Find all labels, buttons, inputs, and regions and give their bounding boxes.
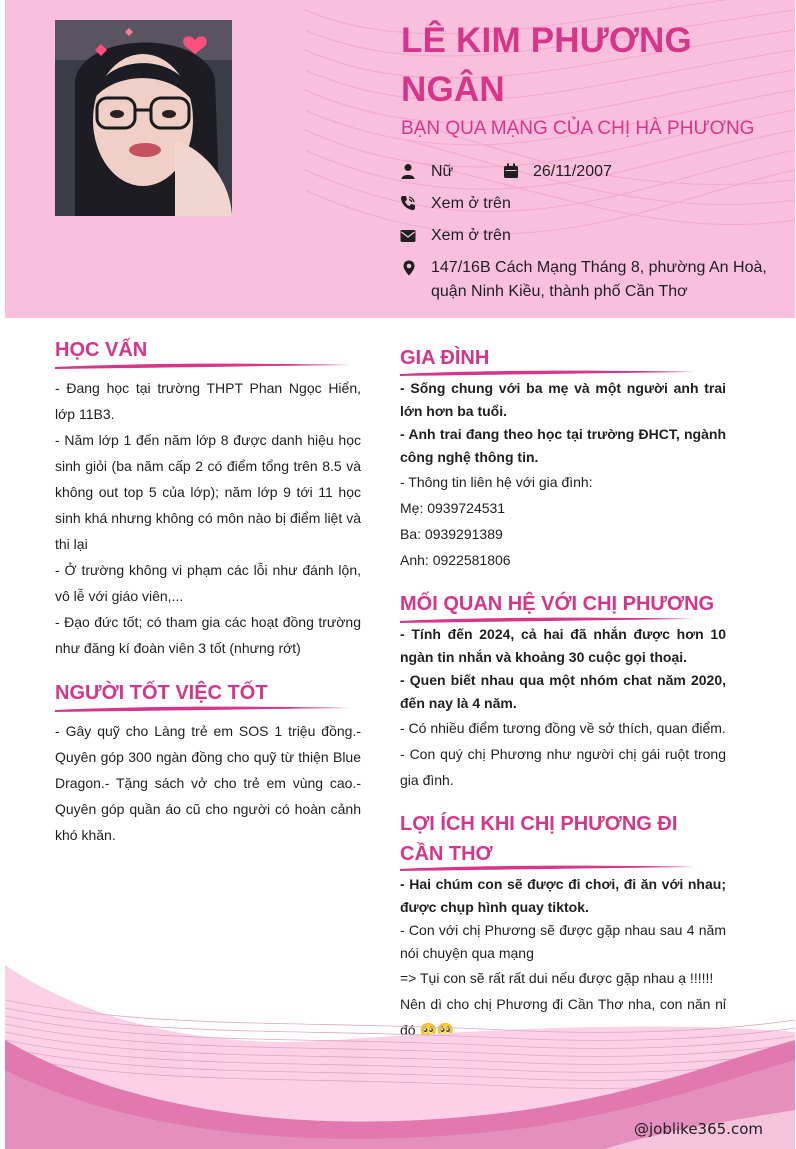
benefits-title: LỢI ÍCH KHI CHỊ PHƯƠNG ĐI CẦN THƠ — [400, 813, 678, 865]
subtitle: BẠN QUA MẠNG CỦA CHỊ HÀ PHƯƠNG — [401, 118, 755, 139]
family-item: - Anh trai đang theo học tại trường ĐHCT, ngành công nghệ thông tin. — [400, 426, 726, 465]
profile-photo — [55, 20, 232, 216]
family-item: - Sống chung với ba mẹ và một người anh trai lớn hơn ba tuổi. — [400, 380, 726, 419]
family-contact-intro: - Thông tin liên hệ với gia đình: — [400, 474, 593, 490]
relationship-item: - Quen biết nhau qua một nhóm chat năm 2020, đến nay là 4 năm. — [400, 672, 726, 711]
relationship-item: - Con quý chị Phương như người chị gái ruột trong gia đình. — [400, 746, 726, 788]
education-item: - Đang học tại trường THPT Phan Ngọc Hiển, lớp 11B3. — [55, 380, 361, 422]
watermark: @joblike365.com — [633, 1120, 763, 1138]
benefits-line: => Tụi con sẽ rất rất dui nếu được gặp nhau ạ !!!!!! — [400, 970, 714, 986]
good-deeds-title: NGƯỜI TỐT VIỆC TỐT — [55, 682, 268, 704]
birthdate-value: 26/11/2007 — [533, 163, 612, 180]
family-contact: Ba: 0939291389 — [400, 526, 503, 542]
header — [5, 0, 795, 318]
location-icon — [401, 260, 417, 276]
family-title: GIA ĐÌNH — [400, 347, 490, 369]
education-item: - Ở trường không vi phạm các lỗi như đánh lộn, vô lễ với giáo viên,... — [55, 562, 361, 604]
cv-page — [5, 0, 795, 1149]
full-name: LÊ KIM PHƯƠNG NGÂN — [401, 21, 692, 109]
address-value: 147/16B Cách Mạng Tháng 8, phường An Hoà, quận Ninh Kiều, thành phố Cần Thơ — [431, 259, 767, 300]
education-section — [55, 375, 361, 661]
email-value: Xem ở trên — [431, 227, 511, 244]
relationship-item: - Có nhiều điểm tương đồng về sở thích, quan điểm. — [400, 720, 726, 736]
benefits-underline — [400, 864, 695, 872]
family-underline — [400, 369, 695, 377]
benefits-item: - Con với chị Phương sẽ được gặp nhau sau 4 năm nói chuyện qua mạng — [400, 922, 726, 961]
phone-value: Xem ở trên — [431, 195, 511, 212]
good-deeds-underline — [55, 705, 350, 713]
phone-icon — [400, 195, 416, 211]
benefits-line: Nên dì cho chị Phương đi Cần Thơ nha, con năn nỉ đó 🥺🥺 — [400, 996, 726, 1038]
benefits-item: - Hai chúm con sẽ được đi chơi, đi ăn với nhau; được chụp hình quay tiktok. — [400, 876, 726, 915]
family-contact: Mẹ: 0939724531 — [400, 500, 506, 516]
calendar-icon — [503, 163, 519, 179]
relationship-title: MỐI QUAN HỆ VỚI CHỊ PHƯƠNG — [400, 593, 715, 615]
education-item: - Đạo đức tốt; có tham gia các hoạt đồng trường như đăng kí đoàn viên 3 tốt (nhưng rớt) — [55, 614, 361, 656]
user-icon — [400, 163, 416, 179]
relationship-section — [400, 623, 726, 793]
family-contact: Anh: 0922581806 — [400, 552, 511, 568]
family-section — [400, 377, 726, 573]
education-item: - Năm lớp 1 đến năm lớp 8 được danh hiệu học sinh giỏi (ba năm cấp 2 có điểm tổng trên 8.5 và không out top 5 của lớp); năm lớp 9 tới 11 học sinh khá nhưng không có môn nào bị điểm liệt và thi lại — [55, 432, 361, 552]
education-underline — [55, 362, 350, 370]
email-icon — [400, 228, 416, 244]
education-title: HỌC VẤN — [55, 339, 148, 361]
good-deeds-section — [55, 718, 361, 848]
relationship-item: - Tính đến 2024, cả hai đã nhắn được hơn 10 ngàn tin nhắn và khoảng 30 cuộc gọi thoại. — [400, 626, 726, 665]
good-deeds-text: - Gây quỹ cho Làng trẻ em SOS 1 triệu đồng.- Quyên góp 300 ngàn đồng cho quỹ từ thiện Blue Dragon.- Tặng sách vở cho trẻ em vùng cao.- Quyên góp quần áo cũ cho người có hoàn cảnh khó khăn. — [55, 723, 361, 843]
gender-value: Nữ — [431, 163, 454, 180]
